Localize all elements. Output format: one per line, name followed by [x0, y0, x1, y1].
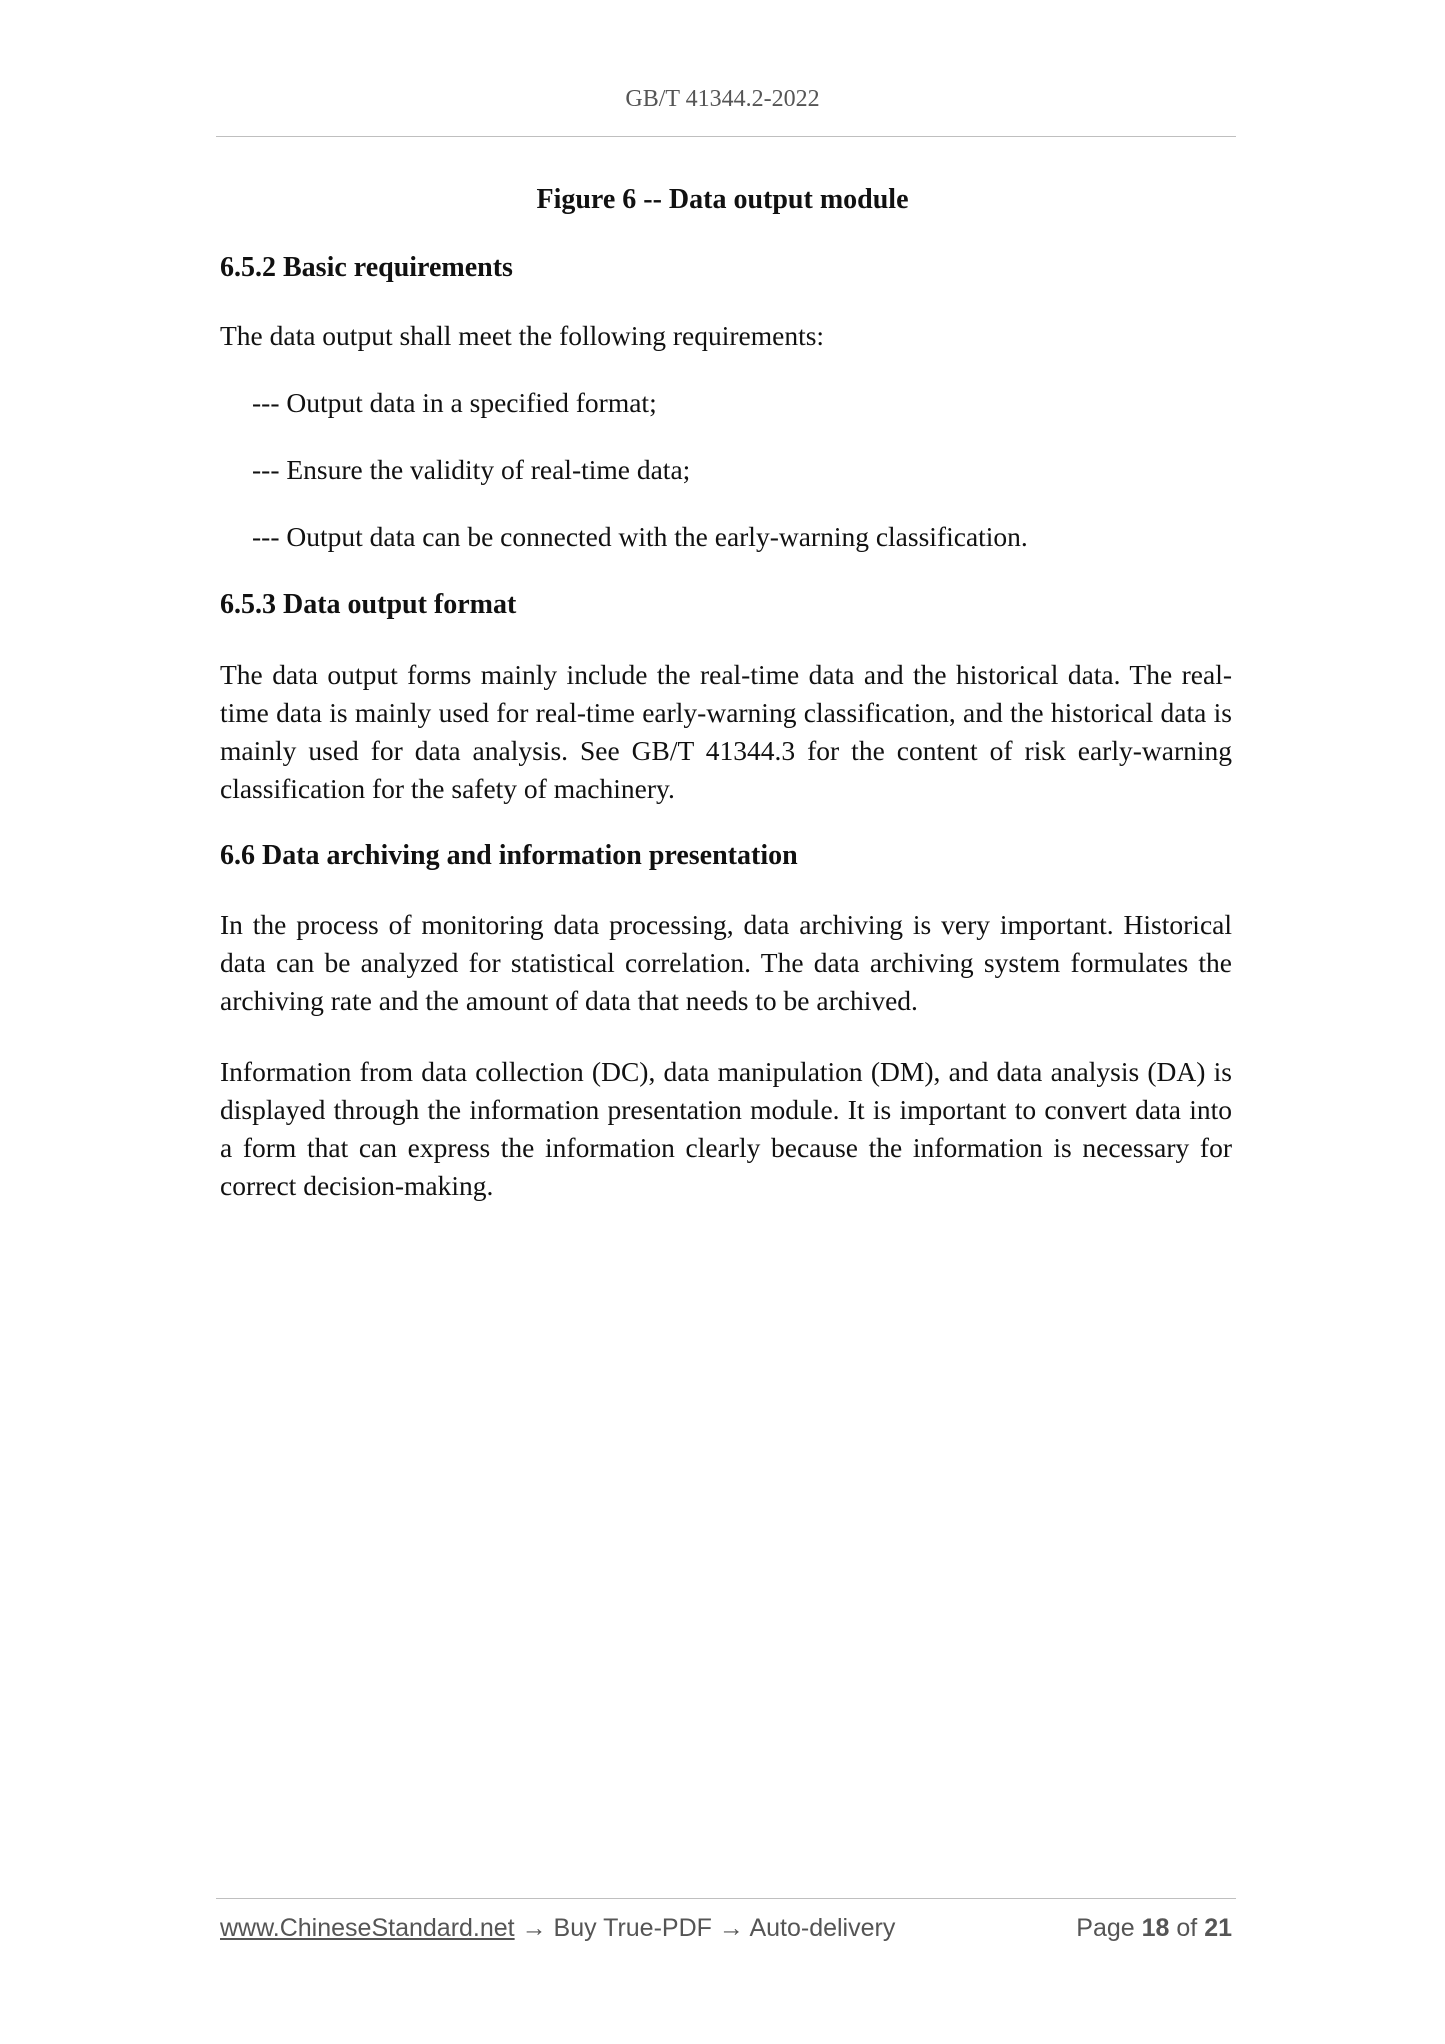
page-number	[1076, 1914, 1232, 1943]
section-heading-6-6: 6.6 Data archiving and information presentation	[220, 840, 798, 871]
footer-rule	[216, 1898, 1236, 1899]
page-label: Page	[1076, 1914, 1135, 1942]
presentation-paragraph: Information from data collection (DC), data manipulation (DM), and data analysis (DA) is displayed through the information presentation module. It is important to convert data into a form that can express the information clearly because the information is necessary for correct decision-making.	[220, 1056, 1232, 1201]
delivery-text: Auto-delivery	[749, 1914, 896, 1942]
of-label: of	[1176, 1914, 1198, 1942]
section-heading-6-5-2: 6.5.2 Basic requirements	[220, 252, 513, 283]
requirements-intro: The data output shall meet the following requirements:	[220, 320, 825, 351]
data-output-format-paragraph: The data output forms mainly include the real-time data and the historical data. The real-time data is mainly used for real-time early-warning classification, and the historical data is mainly used for data analysis. See GB/T 41344.3 for the content of risk early-warning classification for the safety of machinery.	[220, 659, 1232, 804]
total-pages: 21	[1204, 1914, 1232, 1942]
running-header: GB/T 41344.2-2022	[625, 86, 820, 112]
site-link[interactable]: www.ChineseStandard.net	[220, 1914, 515, 1942]
arrow-icon: →	[718, 1914, 744, 1942]
arrow-icon: →	[521, 1914, 547, 1942]
buy-text: Buy True-PDF	[553, 1914, 712, 1942]
current-page: 18	[1141, 1914, 1170, 1942]
figure-caption: Figure 6 -- Data output module	[536, 184, 909, 215]
section-heading-6-5-3: 6.5.3 Data output format	[220, 589, 517, 620]
archiving-paragraph: In the process of monitoring data processing, data archiving is very important. Historical data can be analyzed for statistical correlation. The data archiving system formulates the archiving rate and the amount of data that needs to be archived.	[220, 909, 1232, 1016]
header-rule	[216, 136, 1236, 137]
requirement-item: --- Output data can be connected with the early-warning classification.	[252, 521, 1028, 552]
footer-promo	[220, 1914, 895, 1943]
requirement-item: --- Output data in a specified format;	[252, 387, 657, 418]
requirement-item: --- Ensure the validity of real-time data;	[252, 454, 691, 485]
page-footer	[220, 1914, 1232, 1950]
